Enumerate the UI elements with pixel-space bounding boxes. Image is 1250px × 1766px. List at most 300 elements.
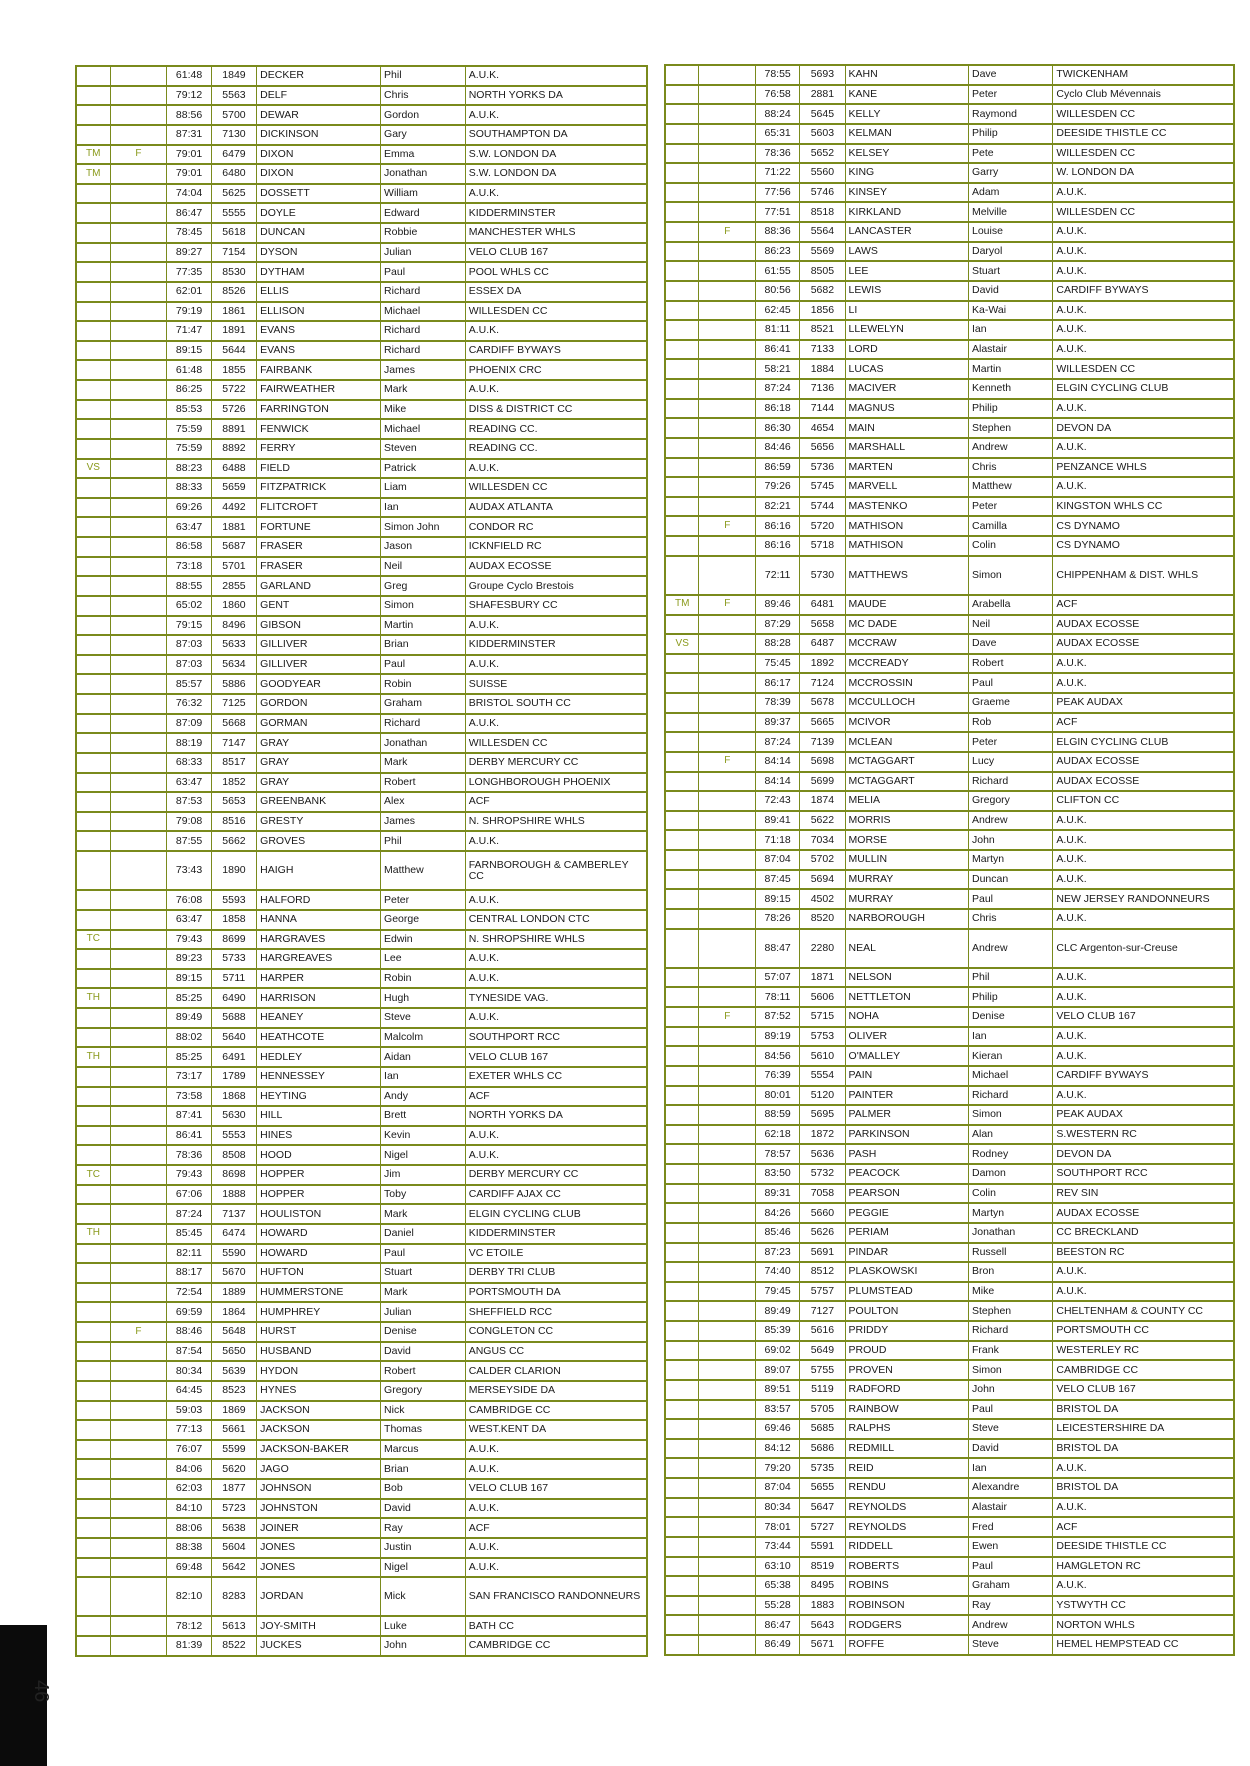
finish-time: 87:55 [167,831,211,851]
table-row [665,1498,1234,1518]
surname: DIXON [257,164,381,184]
category-code [665,1046,699,1066]
first-name: Mark [381,1283,466,1303]
table-row [76,360,647,380]
gender-code [699,929,756,968]
gender-code [699,673,756,693]
table-row [76,812,647,832]
rider-number: 5634 [211,655,256,675]
surname: HENNESSEY [257,1067,381,1087]
first-name: Michael [969,1066,1053,1086]
surname: KANE [845,85,968,105]
gender-code [699,1419,756,1439]
club: CHIPPENHAM & DIST. WHLS [1053,556,1234,595]
finish-time: 89:49 [167,1008,211,1028]
surname: GRESTY [257,812,381,832]
table-row [665,1537,1234,1557]
first-name: Colin [969,536,1053,556]
surname: HYNES [257,1381,381,1401]
gender-code [110,674,167,694]
gender-code [699,399,756,419]
rider-number: 5660 [800,1203,845,1223]
table-row [76,655,647,675]
first-name: Mark [381,753,466,773]
table-row [76,537,647,557]
surname: HAIGH [257,851,381,890]
finish-time: 65:02 [167,596,211,616]
finish-time: 89:27 [167,243,211,263]
category-code [76,1499,110,1519]
finish-time: 76:07 [167,1440,211,1460]
category-code [76,125,110,145]
finish-time: 85:45 [167,1224,211,1244]
club: A.U.K. [465,184,647,204]
gender-code [110,635,167,655]
gender-code [699,1066,756,1086]
first-name: Peter [381,890,466,910]
first-name: Andrew [969,929,1053,968]
rider-number: 4502 [800,889,845,909]
first-name: Jonathan [381,733,466,753]
first-name: Lucy [969,752,1053,772]
rider-number: 8526 [211,282,256,302]
category-code [665,1262,699,1282]
rider-number: 5726 [211,400,256,420]
finish-time: 86:25 [167,380,211,400]
surname: JONES [257,1558,381,1578]
club: AUDAX ECOSSE [1053,615,1234,635]
gender-code [699,379,756,399]
category-code [76,1185,110,1205]
surname: LANCASTER [845,222,968,242]
gender-code [110,1283,167,1303]
category-code [665,497,699,517]
surname: MAGNUS [845,399,968,419]
category-code [76,1067,110,1087]
table-row [665,909,1234,929]
first-name: Pete [969,144,1053,164]
gender-code [110,1106,167,1126]
rider-number: 5886 [211,674,256,694]
gender-code [699,1635,756,1655]
first-name: Gregory [969,791,1053,811]
gender-code [110,1538,167,1558]
club: ELGIN CYCLING CLUB [1053,379,1234,399]
first-name: Robin [381,969,466,989]
table-row [76,1420,647,1440]
surname: LEE [845,261,968,281]
gender-code [110,66,167,86]
finish-time: 62:45 [756,301,800,321]
surname: PROVEN [845,1360,968,1380]
category-code [76,341,110,361]
surname: RADFORD [845,1380,968,1400]
club: A.U.K. [1053,1458,1234,1478]
club: A.U.K. [465,831,647,851]
surname: MCTAGGART [845,752,968,772]
rider-number: 5659 [211,478,256,498]
surname: JACKSON-BAKER [257,1440,381,1460]
rider-number: 7154 [211,243,256,263]
rider-number: 5553 [211,1126,256,1146]
table-row [665,1439,1234,1459]
finish-time: 88:17 [167,1263,211,1283]
category-code [665,1105,699,1125]
table-row [76,203,647,223]
category-code: TH [76,988,110,1008]
finish-time: 87:03 [167,635,211,655]
category-code [76,792,110,812]
finish-time: 59:03 [167,1401,211,1421]
category-code [665,222,699,242]
first-name: Chris [969,909,1053,929]
table-row [665,1086,1234,1106]
category-code [665,713,699,733]
rider-number: 1849 [211,66,256,86]
category-code [665,772,699,792]
category-code [665,281,699,301]
club: WILLESDEN CC [465,302,647,322]
finish-time: 88:56 [167,105,211,125]
surname: HEATHCOTE [257,1028,381,1048]
table-row [665,359,1234,379]
finish-time: 83:50 [756,1164,800,1184]
surname: PAIN [845,1066,968,1086]
first-name: Emma [381,145,466,165]
rider-number: 5569 [800,242,845,262]
surname: PAINTER [845,1086,968,1106]
club: KIDDERMINSTER [465,635,647,655]
club: TWICKENHAM [1053,65,1234,85]
category-code [76,1479,110,1499]
surname: HOULISTON [257,1204,381,1224]
club: SOUTHPORT RCC [1053,1164,1234,1184]
first-name: Martin [381,616,466,636]
finish-time: 89:23 [167,949,211,969]
rider-number: 7133 [800,340,845,360]
club: A.U.K. [1053,1046,1234,1066]
finish-time: 86:47 [756,1615,800,1635]
rider-number: 5554 [800,1066,845,1086]
club: A.U.K. [465,1558,647,1578]
gender-code [699,889,756,909]
table-row [665,202,1234,222]
finish-time: 75:45 [756,654,800,674]
table-row [76,86,647,106]
finish-time: 88:23 [167,459,211,479]
first-name: Paul [381,262,466,282]
category-code [665,870,699,890]
category-code [665,1027,699,1047]
category-code [76,1616,110,1636]
club: WILLESDEN CC [1053,359,1234,379]
category-code [665,124,699,144]
first-name: Robin [381,674,466,694]
first-name: Philip [969,399,1053,419]
surname: ROBINSON [845,1596,968,1616]
rider-number: 5736 [800,458,845,478]
first-name: Toby [381,1185,466,1205]
first-name: Mark [381,1204,466,1224]
surname: MAUDE [845,595,968,615]
gender-code [110,184,167,204]
rider-number: 5620 [211,1459,256,1479]
category-code [76,1538,110,1558]
rider-number: 1890 [211,851,256,890]
surname: KINSEY [845,183,968,203]
surname: HEANEY [257,1008,381,1028]
first-name: Richard [381,321,466,341]
finish-time: 79:20 [756,1458,800,1478]
table-row [76,125,647,145]
first-name: Ian [969,320,1053,340]
category-code [76,400,110,420]
gender-code [699,1341,756,1361]
club: A.U.K. [1053,438,1234,458]
finish-time: 72:54 [167,1283,211,1303]
rider-number: 5604 [211,1538,256,1558]
table-row [665,1184,1234,1204]
table-row [76,1204,647,1224]
rider-number: 5678 [800,693,845,713]
table-row [665,379,1234,399]
finish-time: 86:47 [167,203,211,223]
finish-time: 64:45 [167,1381,211,1401]
first-name: Andrew [969,811,1053,831]
first-name: Philip [969,987,1053,1007]
table-row [76,714,647,734]
table-row [665,791,1234,811]
club: READING CC. [465,419,647,439]
table-row [76,1322,647,1342]
gender-code [110,792,167,812]
table-row [76,1636,647,1656]
table-row [76,1224,647,1244]
table-row [76,1145,647,1165]
first-name: Alastair [969,340,1053,360]
first-name: Stuart [381,1263,466,1283]
finish-time: 73:18 [167,557,211,577]
surname: MCLEAN [845,732,968,752]
surname: RAINBOW [845,1400,968,1420]
category-code [665,1557,699,1577]
finish-time: 89:15 [167,969,211,989]
surname: HUSBAND [257,1342,381,1362]
category-code [76,439,110,459]
rider-number: 5636 [800,1144,845,1164]
finish-time: 79:15 [167,616,211,636]
club: WILLESDEN CC [1053,104,1234,124]
club: AUDAX ECOSSE [1053,1203,1234,1223]
category-code [76,86,110,106]
club: POOL WHLS CC [465,262,647,282]
first-name: Paul [969,889,1053,909]
rider-number: 5702 [800,850,845,870]
gender-code: F [699,1007,756,1027]
table-row [665,772,1234,792]
finish-time: 87:54 [167,1342,211,1362]
gender-code [110,1381,167,1401]
club: VELO CLUB 167 [465,243,647,263]
finish-time: 63:47 [167,517,211,537]
table-row [76,282,647,302]
table-row [76,66,647,86]
surname: KIRKLAND [845,202,968,222]
gender-code [110,1224,167,1244]
club: BEESTON RC [1053,1243,1234,1263]
club: A.U.K. [1053,1262,1234,1282]
club: A.U.K. [465,1145,647,1165]
table-row [76,341,647,361]
finish-time: 87:52 [756,1007,800,1027]
rider-number: 1856 [800,301,845,321]
table-row [665,830,1234,850]
finish-time: 86:59 [756,458,800,478]
table-row [665,615,1234,635]
table-row [665,1615,1234,1635]
rider-number: 1861 [211,302,256,322]
category-code [665,830,699,850]
gender-code [110,1636,167,1656]
club: WILLESDEN CC [465,733,647,753]
rider-number: 7137 [211,1204,256,1224]
surname: DYSON [257,243,381,263]
first-name: Rob [969,713,1053,733]
category-code [76,1577,110,1616]
category-code [76,851,110,890]
table-row [76,164,647,184]
gender-code [699,909,756,929]
rider-number: 6479 [211,145,256,165]
surname: GREENBANK [257,792,381,812]
club: ACF [1053,713,1234,733]
surname: GIBSON [257,616,381,636]
first-name: Liam [381,478,466,498]
finish-time: 71:18 [756,830,800,850]
category-code [665,1144,699,1164]
category-code [665,791,699,811]
first-name: Daniel [381,1224,466,1244]
surname: FORTUNE [257,517,381,537]
category-code [76,831,110,851]
rider-number: 5656 [800,438,845,458]
category-code [665,379,699,399]
club: A.U.K. [465,66,647,86]
club: A.U.K. [1053,850,1234,870]
rider-number: 5698 [800,752,845,772]
first-name: Richard [969,1086,1053,1106]
rider-number: 7034 [800,830,845,850]
finish-time: 79:01 [167,145,211,165]
first-name: Nigel [381,1145,466,1165]
first-name: Paul [381,1244,466,1264]
category-code [76,1008,110,1028]
table-row [665,222,1234,242]
category-code [76,282,110,302]
club: A.U.K. [1053,261,1234,281]
rider-number: 5671 [800,1635,845,1655]
gender-code: F [110,1322,167,1342]
club: A.U.K. [465,459,647,479]
finish-time: 65:31 [756,124,800,144]
rider-number: 5599 [211,1440,256,1460]
club: AUDAX ECOSSE [1053,752,1234,772]
club: N. SHROPSHIRE WHLS [465,812,647,832]
rider-number: 5630 [211,1106,256,1126]
gender-code [110,125,167,145]
gender-code [699,811,756,831]
club: BRISTOL SOUTH CC [465,694,647,714]
surname: FAIRWEATHER [257,380,381,400]
category-code [76,1263,110,1283]
surname: DOYLE [257,203,381,223]
first-name: Gary [381,125,466,145]
first-name: James [381,812,466,832]
category-code: TH [76,1047,110,1067]
surname: LEWIS [845,281,968,301]
gender-code [110,655,167,675]
surname: GRAY [257,773,381,793]
surname: ELLIS [257,282,381,302]
surname: MAIN [845,418,968,438]
gender-code [699,1478,756,1498]
first-name: Chris [381,86,466,106]
first-name: Edward [381,203,466,223]
category-code [76,1204,110,1224]
surname: HOWARD [257,1244,381,1264]
finish-time: 74:40 [756,1262,800,1282]
surname: PROUD [845,1341,968,1361]
gender-code [110,1479,167,1499]
surname: PRIDDY [845,1321,968,1341]
gender-code [699,438,756,458]
surname: PALMER [845,1105,968,1125]
table-row [665,1046,1234,1066]
first-name: Simon [381,596,466,616]
surname: PASH [845,1144,968,1164]
gender-code [699,1321,756,1341]
gender-code [110,930,167,950]
surname: FERRY [257,439,381,459]
finish-time: 88:06 [167,1518,211,1538]
rider-number: 5685 [800,1419,845,1439]
category-code [665,183,699,203]
surname: MURRAY [845,889,968,909]
table-row [665,320,1234,340]
club: VELO CLUB 167 [465,1047,647,1067]
first-name: Colin [969,1184,1053,1204]
first-name: Kevin [381,1126,466,1146]
finish-time: 79:43 [167,930,211,950]
surname: LLEWELYN [845,320,968,340]
category-code [76,1126,110,1146]
surname: KELLY [845,104,968,124]
club: ACF [465,792,647,812]
gender-code [699,693,756,713]
club: A.U.K. [1053,1027,1234,1047]
club: ESSEX DA [465,282,647,302]
rider-number: 5625 [211,184,256,204]
category-code [665,301,699,321]
table-row [76,380,647,400]
first-name: Simon John [381,517,466,537]
first-name: Gregory [381,1381,466,1401]
first-name: Graham [969,1576,1053,1596]
finish-time: 58:21 [756,359,800,379]
first-name: Simon [969,1360,1053,1380]
surname: HUMPHREY [257,1302,381,1322]
gender-code [699,104,756,124]
